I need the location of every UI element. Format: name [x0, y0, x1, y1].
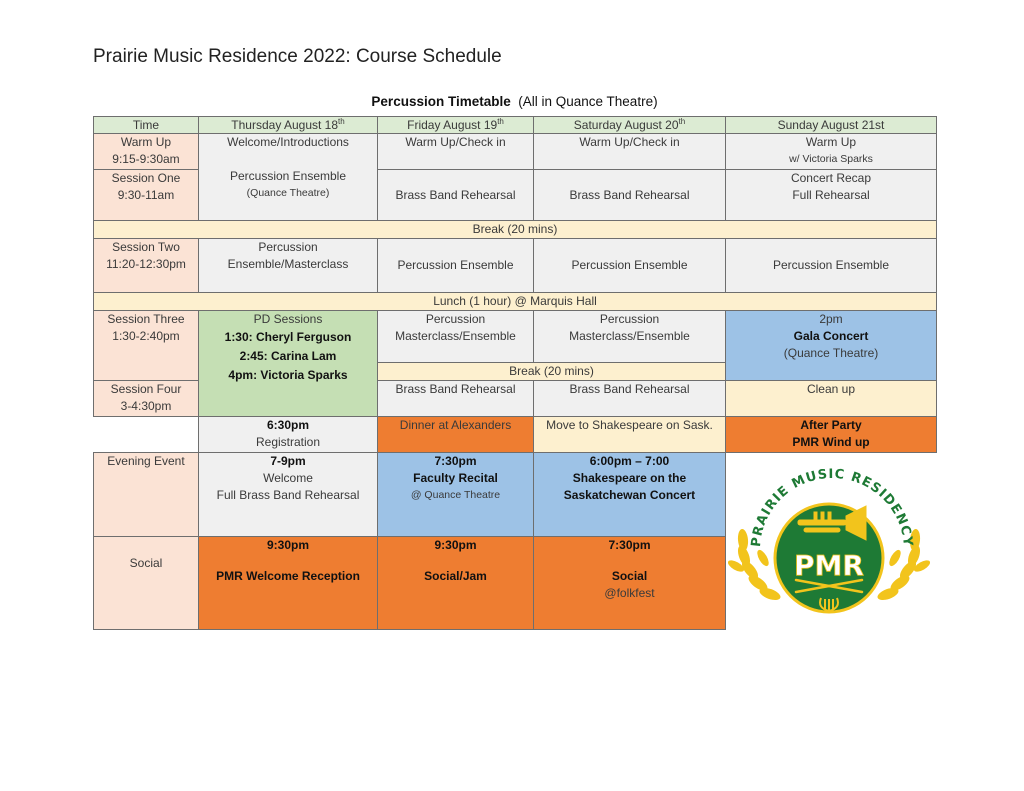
thu-pd-sessions: PD Sessions 1:30: Cheryl Ferguson 2:45: Carina Lam 4pm: Victoria Sparks — [198, 310, 378, 417]
header-friday: Friday August 19th — [377, 116, 534, 134]
fri-session-one: Brass Band Rehearsal — [377, 169, 534, 221]
thu-welcome: Welcome/Introductions Percussion Ensemble (Quance Theatre) — [198, 133, 378, 221]
sun-warmup: Warm Up w/ Victoria Sparks — [725, 133, 937, 170]
timetable-subtitle — [93, 94, 936, 109]
sun-after-party: After Party PMR Wind up — [725, 416, 937, 453]
subtitle-bold: Percussion Timetable — [371, 94, 511, 109]
sat-warmup: Warm Up/Check in — [533, 133, 726, 170]
time-evening-event: Evening Event — [93, 452, 199, 537]
fri-session-two: Percussion Ensemble — [377, 238, 534, 293]
sun-clean-up: Clean up — [725, 380, 937, 417]
sun-gala-concert: 2pm Gala Concert (Quance Theatre) — [725, 310, 937, 381]
fri-warmup: Warm Up/Check in — [377, 133, 534, 170]
logo-arc-text: PRAIRIE MUSIC RESIDENCY — [748, 466, 916, 548]
fri-faculty-recital: 7:30pm Faculty Recital @ Quance Theatre — [377, 452, 534, 537]
header-sunday: Sunday August 21st — [725, 116, 937, 134]
thu-social: 9:30pm PMR Welcome Reception — [198, 536, 378, 630]
header-saturday: Saturday August 20th — [533, 116, 726, 134]
thu-registration: 6:30pm Registration — [198, 416, 378, 453]
fri-dinner: Dinner at Alexanders — [377, 416, 534, 453]
logo-initials: PMR — [794, 549, 864, 582]
sun-session-one: Concert Recap Full Rehearsal — [725, 169, 937, 221]
sat-move: Move to Shakespeare on Sask. — [533, 416, 726, 453]
sat-session-three: Percussion Masterclass/Ensemble — [533, 310, 726, 363]
time-session-one: Session One 9:30-11am — [93, 169, 199, 221]
fri-social: 9:30pm Social/Jam — [377, 536, 534, 630]
fri-session-four: Brass Band Rehearsal — [377, 380, 534, 417]
header-thursday: Thursday August 18th — [198, 116, 378, 134]
time-social: Social — [93, 536, 199, 630]
sat-session-one: Brass Band Rehearsal — [533, 169, 726, 221]
afternoon-break: Break (20 mins) — [377, 362, 726, 381]
time-session-two: Session Two 11:20-12:30pm — [93, 238, 199, 293]
lunch-row: Lunch (1 hour) @ Marquis Hall — [93, 292, 937, 311]
subtitle-rest: (All in Quance Theatre) — [518, 94, 658, 109]
thu-evening: 7-9pm Welcome Full Brass Band Rehearsal — [198, 452, 378, 537]
sat-session-four: Brass Band Rehearsal — [533, 380, 726, 417]
page-title: Prairie Music Residence 2022: Course Schedule — [93, 46, 502, 67]
sat-social: 7:30pm Social @folkfest — [533, 536, 726, 630]
thu-session-two: Percussion Ensemble/Masterclass — [198, 238, 378, 293]
sun-session-two: Percussion Ensemble — [725, 238, 937, 293]
break-row: Break (20 mins) — [93, 220, 937, 239]
time-session-four: Session Four 3-4:30pm — [93, 380, 199, 417]
fri-session-three: Percussion Masterclass/Ensemble — [377, 310, 534, 363]
sat-shakespeare-concert: 6:00pm – 7:00 Shakespeare on the Saskatchewan Concert — [533, 452, 726, 537]
pmr-logo — [728, 458, 930, 630]
time-session-three: Session Three 1:30-2:40pm — [93, 310, 199, 381]
time-warmup: Warm Up 9:15-9:30am — [93, 133, 199, 170]
header-time: Time — [93, 116, 199, 134]
sat-session-two: Percussion Ensemble — [533, 238, 726, 293]
